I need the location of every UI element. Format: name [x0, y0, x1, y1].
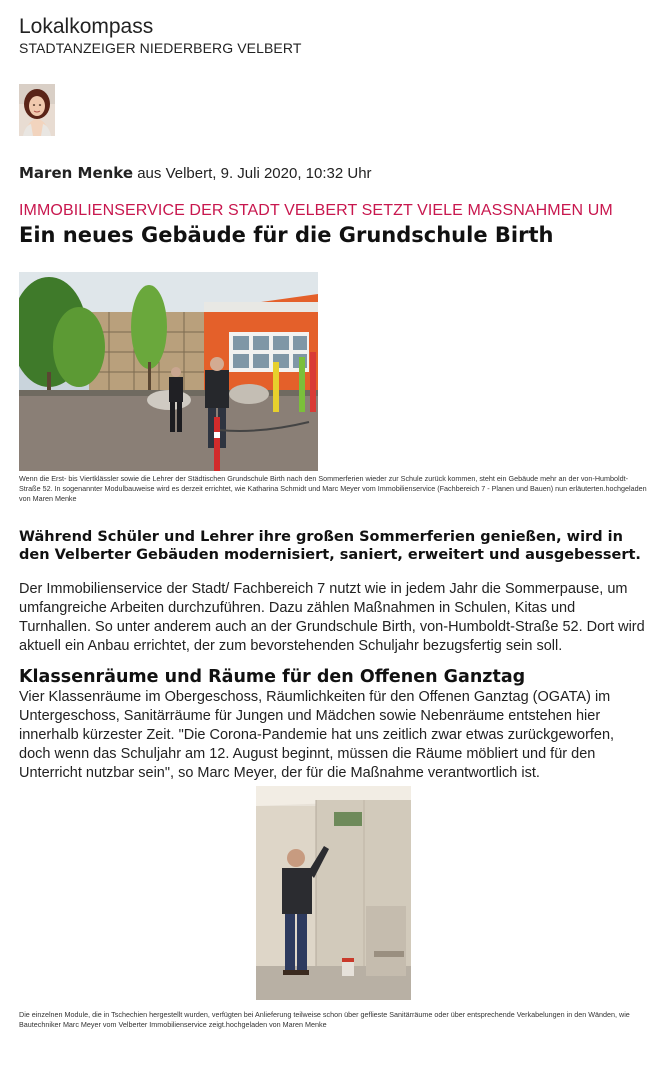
- interior-image: [256, 786, 411, 1000]
- school-building-photo[interactable]: [19, 272, 318, 471]
- site-name[interactable]: Lokalkompass: [19, 15, 154, 38]
- site-subtitle: STADTANZEIGER NIEDERBERG VELBERT: [19, 40, 302, 56]
- byline-meta: aus Velbert, 9. Juli 2020, 10:32 Uhr: [133, 165, 372, 182]
- article-kicker: IMMOBILIENSERVICE DER STADT VELBERT SETZT VIELE MASSNAHMEN UM: [19, 202, 613, 219]
- byline: [19, 164, 372, 182]
- school-building-image: [19, 272, 318, 471]
- article-headline: Ein neues Gebäude für die Grundschule Birth: [19, 223, 554, 247]
- article-paragraph-2: Vier Klassenräume im Obergeschoss, Räumlichkeiten für den Offenen Ganztag (OGATA) im Untergeschoss, Sanitärräume für Jungen und Mädchen sowie Nebenräume entstehen hier innerhalb kürzester Zeit. "Die Corona-Pandemie hat uns zeitlich zwar etwas zurückgeworfen, doch wenn das Schuljahr am 12. August beginnt, müssen die Räume möbliert und für den Unterricht nutzbar sein", so Marc Meyer, der für die Maßnahme verantwortlich ist.: [19, 689, 615, 781]
- author-avatar-image: [19, 84, 55, 136]
- photo2-caption: Die einzelnen Module, die in Tschechien hergestellt wurden, verfügten bei Anlieferung teilweise schon über geflieste Sanitärräume oder über entsprechende Verkabelungen in den Wänden, wie Bautechniker Marc Meyer vom Velberter Immobilienservice zeigt.hochgeladen von Maren Menke: [19, 1010, 630, 1029]
- article-subheading: Klassenräume und Räume für den Offenen Ganztag: [19, 667, 526, 687]
- article-paragraph-1: Der Immobilienservice der Stadt/ Fachbereich 7 nutzt wie in jedem Jahr die Sommerpause, um umfangreiche Arbeiten durchzuführen. Dazu zählen Maßnahmen in Schulen, Kitas und Turnhallen. So unter anderem auch an der Grundschule Birth, von-Humboldt-Straße 52. Dort wird aktuell ein Anbau errichtet, der zum bevorstehenden Schuljahr bezugsfertig sein soll.: [19, 581, 645, 654]
- photo1-caption: Wenn die Erst- bis Viertklässler sowie die Lehrer der Städtischen Grundschule Birth nach den Sommerferien wieder zur Schule zurück kommen, steht ein Gebäude mehr an der von-Humboldt-Straße 52. In sogenannter Modulbauweise wird es derzeit errichtet, wie Katharina Schmidt und Marc Meyer vom Immobilienservice (Fachbereich 7 - Planen und Bauen) nun erläuterten.hochgeladen von Maren Menke: [19, 474, 647, 503]
- author-name[interactable]: Maren Menke: [19, 164, 134, 182]
- interior-photo[interactable]: [256, 786, 411, 1000]
- article-lead: Während Schüler und Lehrer ihre großen Sommerferien genießen, wird in den Velberter Gebäuden modernisiert, saniert, erweitert und ausgebessert.: [19, 529, 641, 563]
- author-avatar[interactable]: [19, 84, 55, 136]
